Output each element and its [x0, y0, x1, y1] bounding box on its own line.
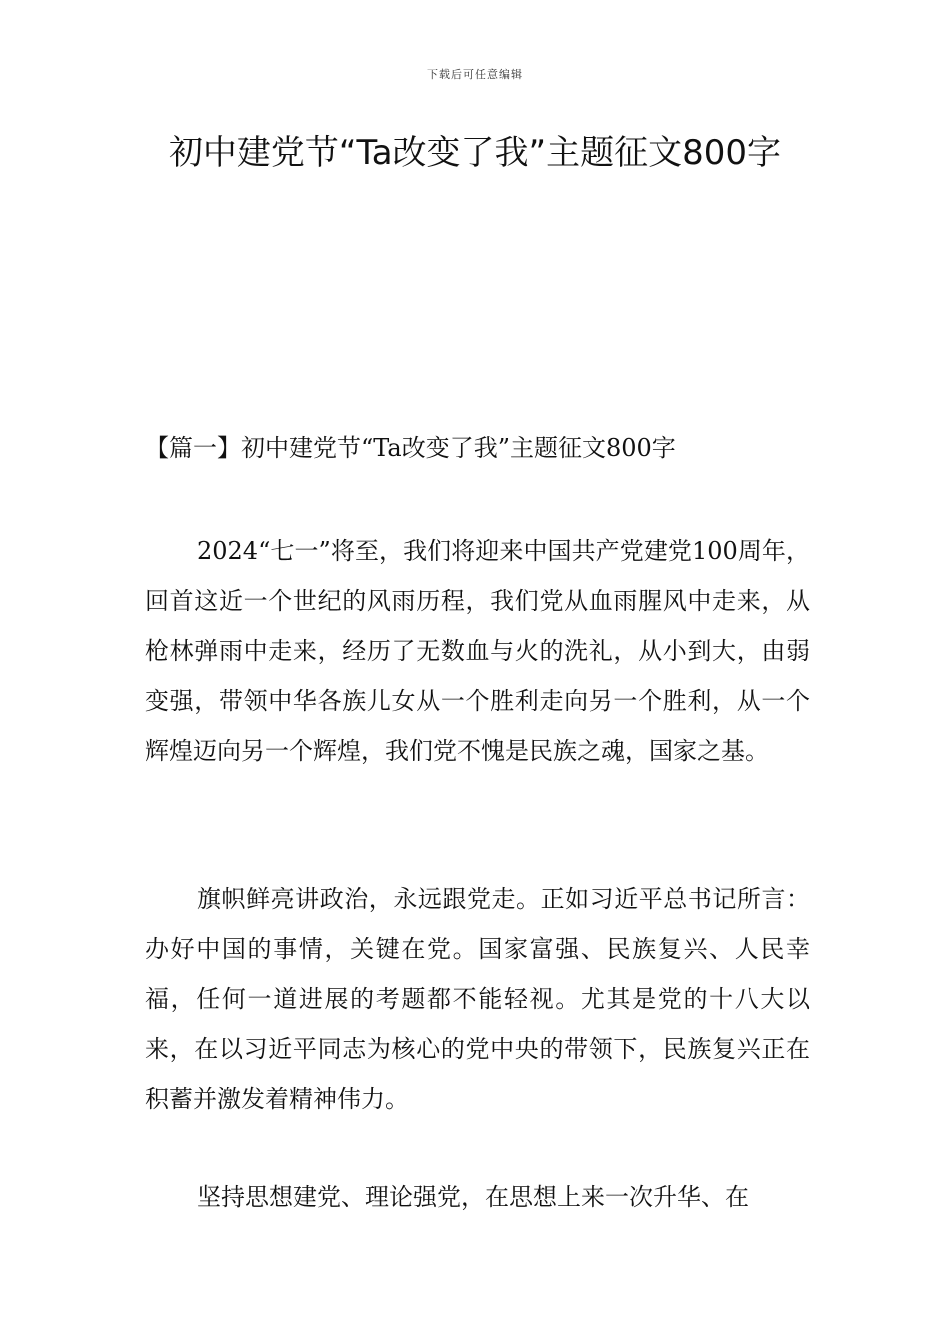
body-paragraph: 坚持思想建党、理论强党，在思想上来一次升华、在 — [197, 1183, 749, 1211]
body-paragraph: 2024“七一”将至，我们将迎来中国共产党建党100周年，回首这近一个世纪的风雨历程，我们党从血雨腥风中走来，从枪林弹雨中走来，经历了无数血与火的洗礼，从小到大，由弱变强，带领中华各族儿女从一个胜利走向另一个胜利，从一个辉煌迈向另一个辉煌，我们党不愧是民族之魂，国家之基。 — [145, 537, 810, 765]
document-title: 初中建党节“Ta改变了我”主题征文800字 — [168, 133, 782, 173]
section-heading: 【篇一】初中建党节“Ta改变了我”主题征文800字 — [145, 434, 676, 462]
header-note: 下载后可任意编辑 — [427, 68, 523, 81]
body-paragraph: 旗帜鲜亮讲政治，永远跟党走。正如习近平总书记所言：办好中国的事情，关键在党。国家富强、民族复兴、人民幸福，任何一道进展的考题都不能轻视。尤其是党的十八大以来，在以习近平同志为核心的党中央的带领下，民族复兴正在积蓄并激发着精神伟力。 — [145, 885, 810, 1113]
